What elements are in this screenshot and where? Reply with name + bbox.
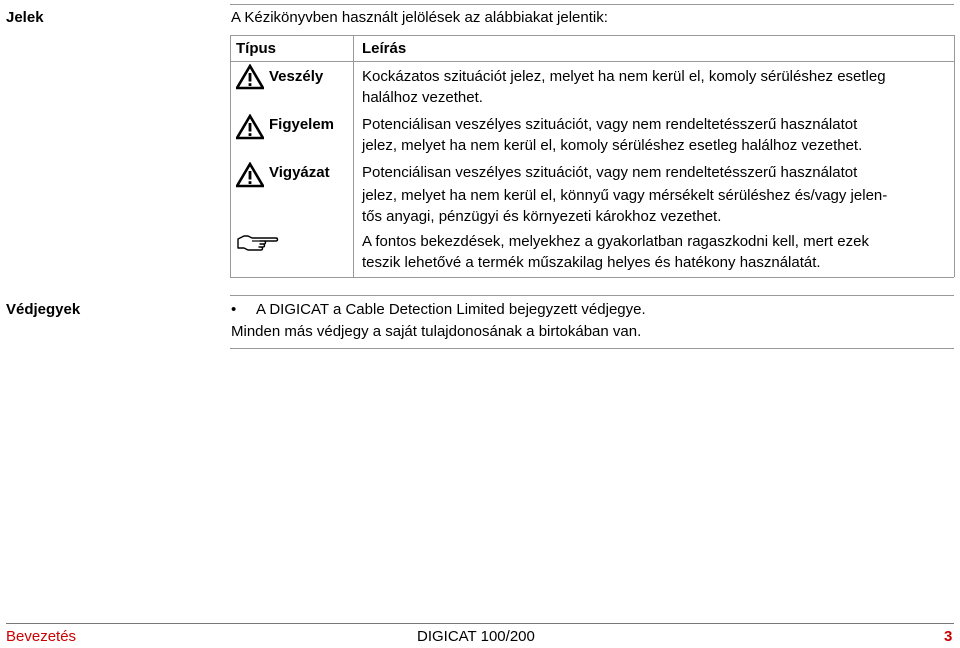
table-header-border — [230, 61, 954, 62]
type-label-veszely: Veszély — [269, 68, 324, 85]
table-left-border — [230, 35, 231, 277]
top-rule — [230, 4, 954, 5]
section-label-jelek: Jelek — [6, 9, 44, 26]
description-line: Potenciálisan veszélyes szituációt, vagy nem rendeltetésszerű használatot — [362, 164, 858, 181]
vedjegyek-top-rule — [230, 295, 954, 296]
intro-text: A Kézikönyvben használt jelölések az alábbiakat jelentik: — [231, 9, 608, 26]
warning-triangle-icon — [236, 114, 264, 140]
description-line: Potenciálisan veszélyes szituációt, vagy nem rendeltetésszerű használatot — [362, 116, 858, 133]
footer-section-name: Bevezetés — [6, 628, 77, 645]
header-type: Típus — [236, 40, 276, 57]
type-label-vigyazat: Vigyázat — [269, 164, 330, 181]
description-line: tős anyagi, pénzügyi és környezeti károkhoz vezethet. — [362, 208, 722, 225]
description-line: Kockázatos szituációt jelez, melyet ha nem kerül el, komoly sérüléshez esetleg — [362, 68, 886, 85]
table-top-border — [230, 35, 954, 36]
footer-product-name: DIGICAT 100/200 — [417, 628, 535, 645]
section-label-vedjegyek: Védjegyek — [6, 301, 81, 318]
table-column-divider — [353, 35, 354, 277]
table-bottom-border — [230, 277, 954, 278]
trademark-line-2: Minden más védjegy a saját tulajdonosának a birtokában van. — [231, 323, 642, 340]
header-description: Leírás — [362, 40, 407, 57]
table-right-border — [954, 35, 955, 277]
description-line: teszik lehetővé a termék műszakilag helyes és hatékony használatát. — [362, 254, 821, 271]
warning-triangle-icon — [236, 162, 264, 188]
footer-rule — [6, 623, 954, 624]
description-line: jelez, melyet ha nem kerül el, könnyű vagy mérsékelt sérüléshez és/vagy jelen- — [362, 187, 888, 204]
type-label-figyelem: Figyelem — [269, 116, 335, 133]
description-line: halálhoz vezethet. — [362, 89, 483, 106]
description-line: A fontos bekezdések, melyekhez a gyakorlatban ragaszkodni kell, mert ezek — [362, 233, 869, 250]
description-line: jelez, melyet ha nem kerül el, komoly sérüléshez esetleg halálhoz vezethet. — [362, 137, 863, 154]
trademark-bullet-text: A DIGICAT a Cable Detection Limited bejegyzett védjegye. — [256, 301, 646, 318]
vedjegyek-bottom-rule — [230, 348, 954, 349]
footer-page-number: 3 — [944, 628, 953, 645]
warning-triangle-icon — [236, 64, 264, 90]
bullet-marker: • — [231, 301, 237, 318]
pointing-hand-icon — [236, 231, 280, 253]
